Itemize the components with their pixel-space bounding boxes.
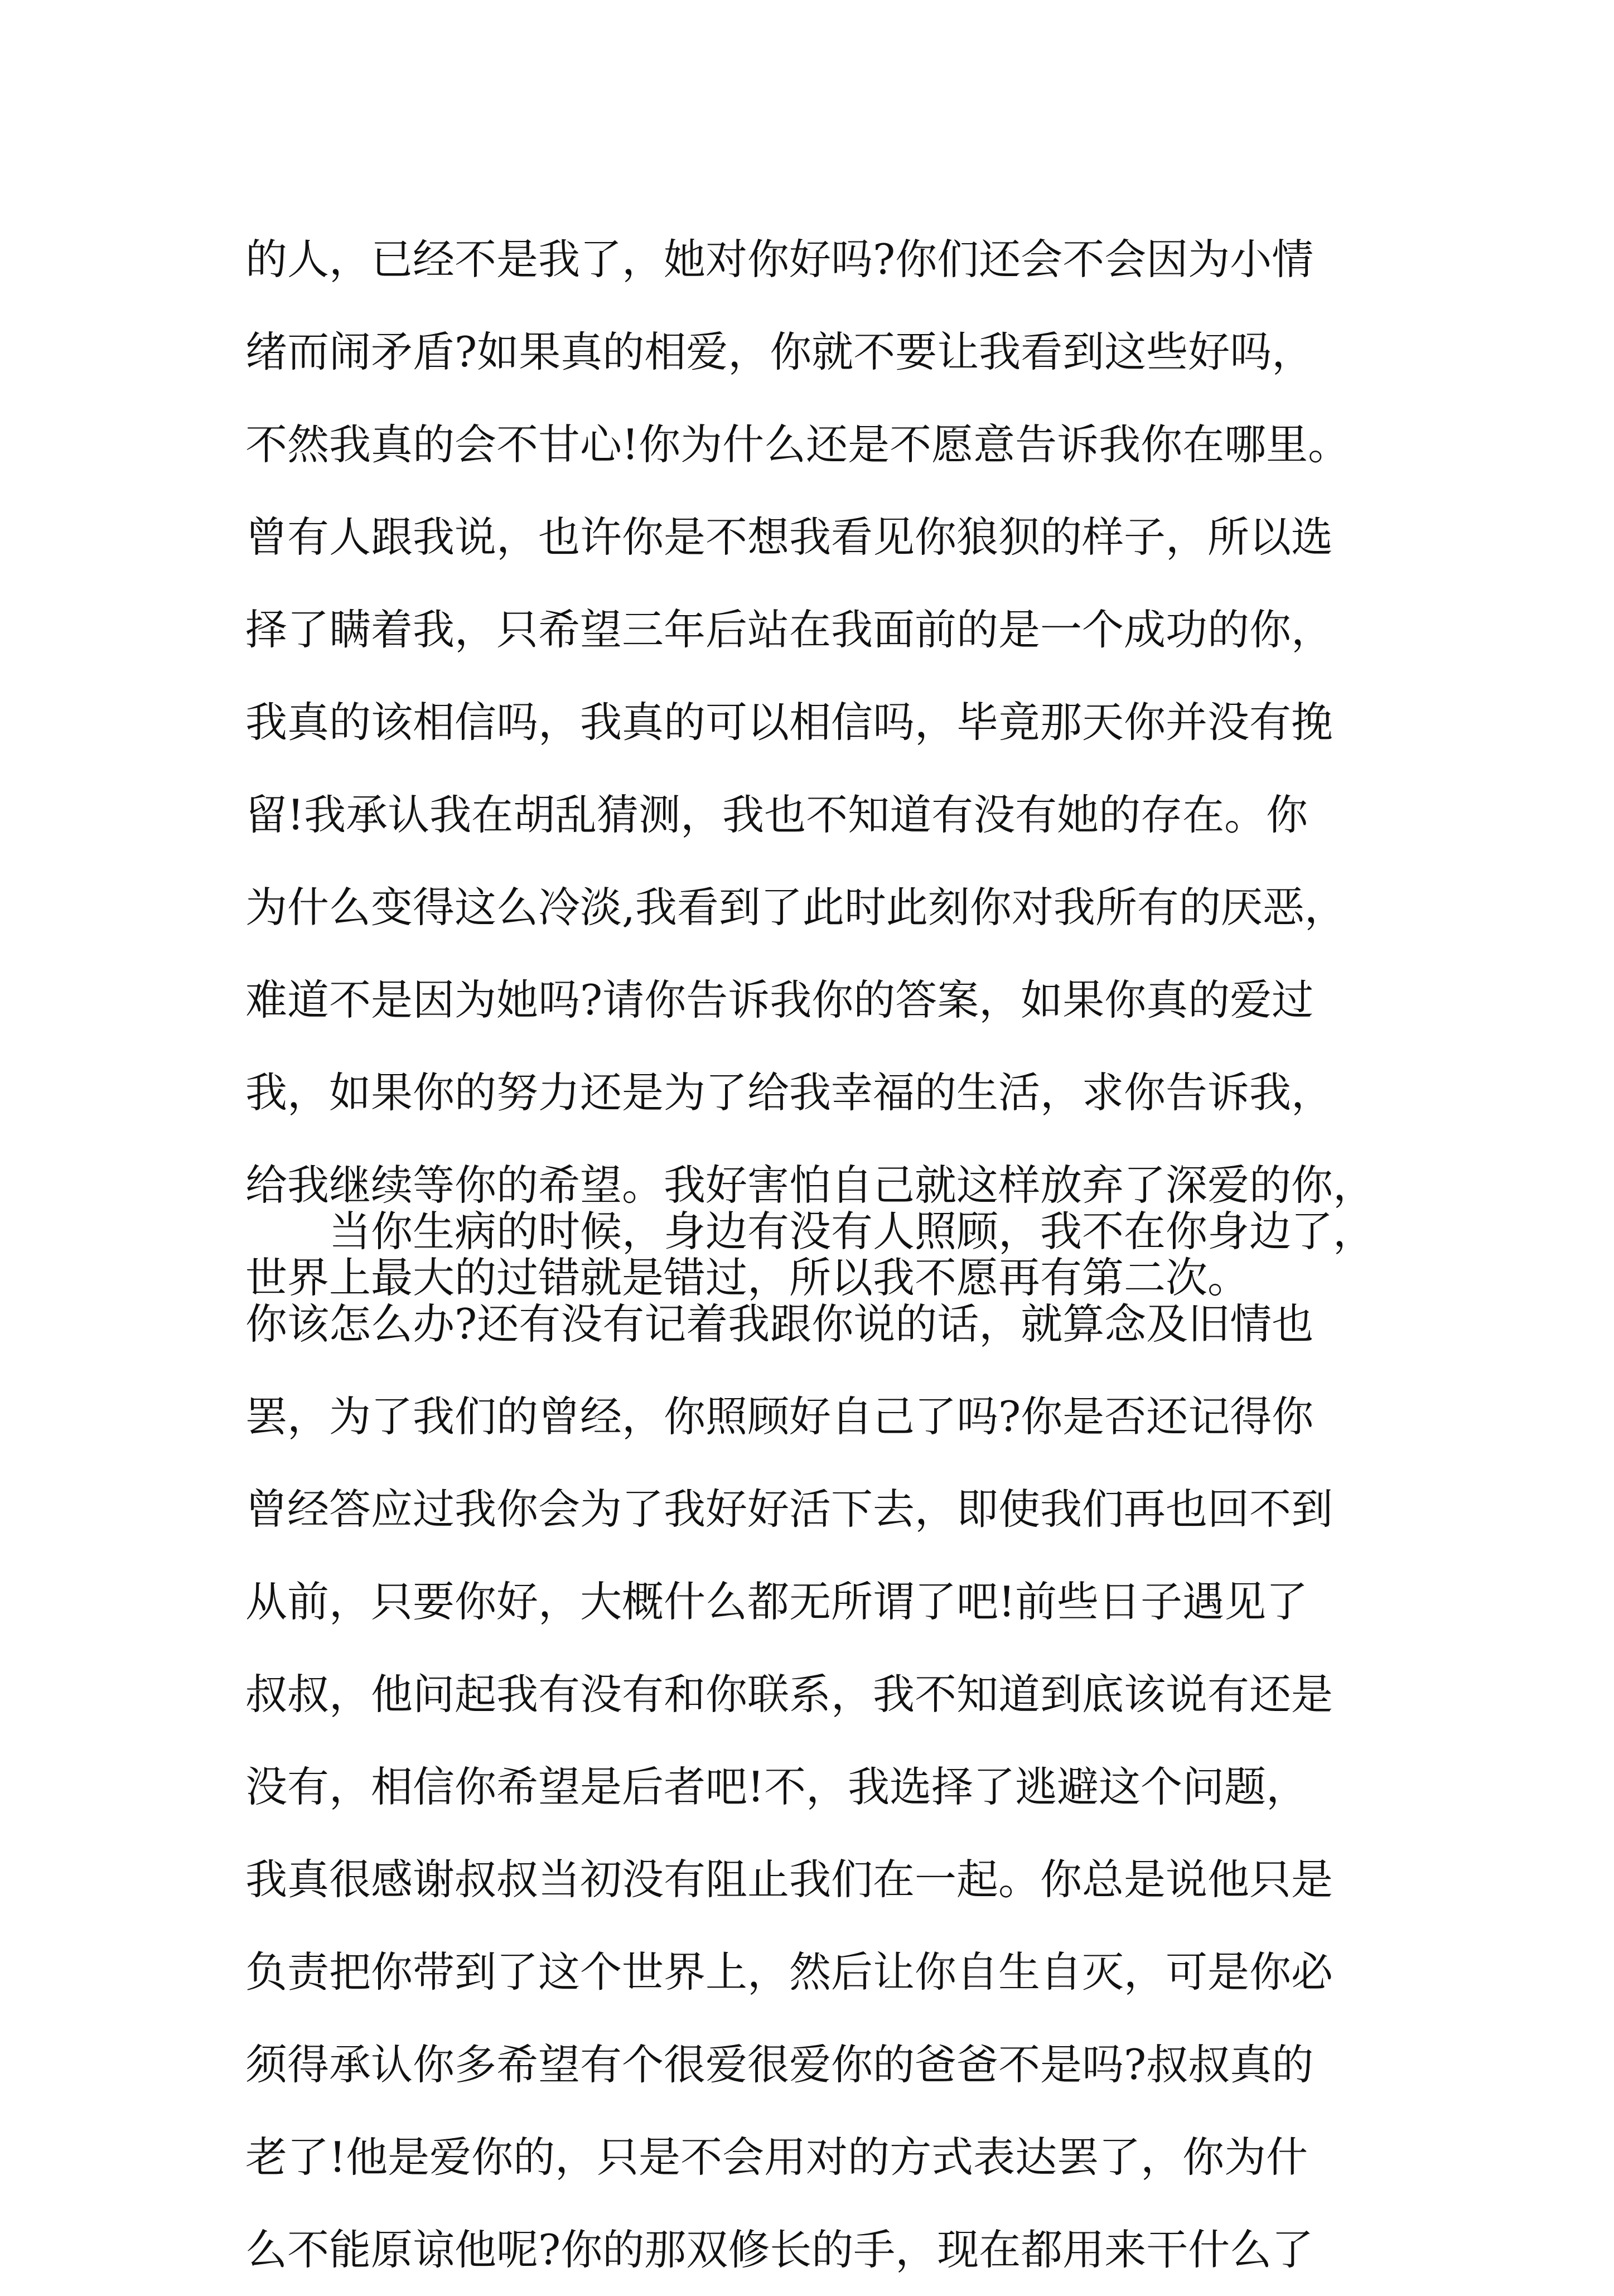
text-line: 的人，已经不是我了，她对你好吗?你们还会不会因为小情 [245,235,1314,284]
text-line: 曾有人跟我说，也许你是不想我看见你狼狈的样子，所以选 [245,513,1333,562]
text-line: 须得承认你多希望有个很爱很爱你的爸爸不是吗?叔叔真的 [245,2040,1314,2089]
text-line: 留!我承认我在胡乱猜测，我也不知道有没有她的存在。你 [245,790,1308,839]
text-line: 没有，相信你希望是后者吧!不，我选择了逃避这个问题， [245,1762,1308,1811]
text-line: 么不能原谅他呢?你的那双修长的手，现在都用来干什么了 [245,2225,1314,2274]
text-line: 从前，只要你好，大概什么都无所谓了吧!前些日子遇见了 [245,1577,1308,1626]
text-line: 我真的该相信吗，我真的可以相信吗，毕竟那天你并没有挽 [245,698,1333,747]
text-line: 我真很感谢叔叔当初没有阻止我们在一起。你总是说他只是 [245,1855,1333,1904]
paragraph-2 [245,1185,1405,2296]
text-line: 难道不是因为她吗?请你告诉我你的答案，如果你真的爱过 [245,975,1314,1024]
text-line: 曾经答应过我你会为了我好好活下去，即使我们再也回不到 [245,1485,1333,1534]
text-line: 不然我真的会不甘心!你为什么还是不愿意告诉我你在哪里。 [245,420,1350,469]
text-line: 我，如果你的努力还是为了给我幸福的生活，求你告诉我， [245,1068,1333,1117]
text-line: 罢，为了我们的曾经，你照顾好自己了吗?你是否还记得你 [245,1392,1314,1441]
text-line: 给我继续等你的希望。我好害怕自己就这样放弃了深爱的你， [245,1161,1375,1210]
text-line: 世界上最大的过错就是错过，所以我不愿再有第二次。 [245,1253,1250,1302]
text-line: 叔叔，他问起我有没有和你联系，我不知道到底该说有还是 [245,1670,1333,1719]
text-line: 负责把你带到了这个世界上，然后让你自生自灭，可是你必 [245,1947,1333,1997]
text-line: 择了瞒着我，只希望三年后站在我面前的是一个成功的你， [245,605,1333,654]
text-line: 老了!他是爱你的，只是不会用对的方式表达罢了，你为什 [245,2133,1308,2182]
text-line: 当你生病的时候，身边有没有人照顾，我不在你身边了， [329,1207,1375,1256]
text-line: 你该怎么办?还有没有记着我跟你说的话，就算念及旧情也 [245,1299,1314,1348]
paragraph-1 [245,213,1405,1324]
text-line: 绪而闹矛盾?如果真的相爱，你就不要让我看到这些好吗， [245,327,1314,376]
text-line: 为什么变得这么冷淡,我看到了此时此刻你对我所有的厌恶， [245,883,1346,932]
